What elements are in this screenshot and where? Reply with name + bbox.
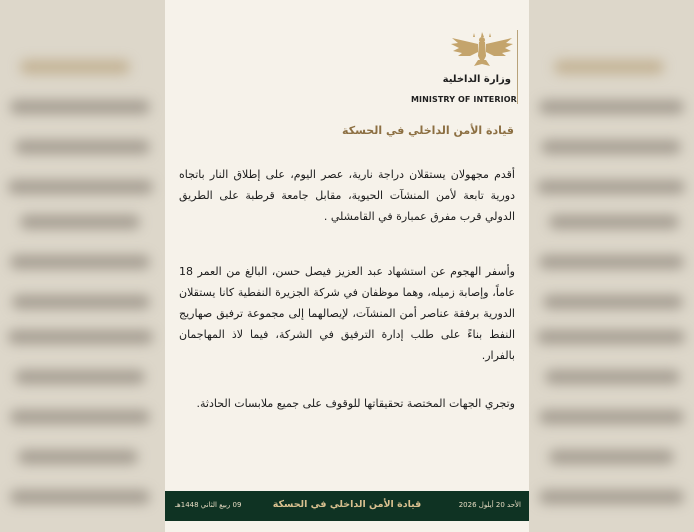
footer-date-gregorian: الأحد 20 أيلول 2026 bbox=[458, 501, 521, 509]
ministry-name-arabic: وزارة الداخلية bbox=[442, 74, 511, 85]
paragraph-1: أقدم مجهولان يستقلان دراجة نارية، عصر اليوم، على إطلاق النار باتجاه دورية تابعة لأمن المنشآت الحيوية، مقابل جامعة قرطبة على الطريق الدولي قرب مفرق عمبارة في القامشلي . bbox=[179, 168, 515, 223]
issuer-heading: قيادة الأمن الداخلي في الحسكة bbox=[342, 124, 514, 137]
paragraph-2: وأسفر الهجوم عن استشهاد عبد العزيز فيصل حسن، البالغ من العمر 18 عاماً، وإصابة زميله، وهما موظفان في شركة الجزيرة النفطية كانا يستقلان الدورية برفقة عناصر أمن المنشآت، لإيصالهما إلى مجموعة ترفيق صهاريج النفط بناءً على طلب إدارة الترفيق في الشركة، فيما لاذ المهاجمان بالفرار. bbox=[179, 265, 515, 362]
logo-divider bbox=[517, 30, 518, 104]
paragraph-3: وتجري الجهات المختصة تحقيقاتها للوقوف على جميع ملابسات الحادثة. bbox=[196, 397, 515, 410]
footer-date-hijri: 09 ربيع الثاني 1448هـ bbox=[175, 501, 242, 509]
statement-document bbox=[165, 0, 529, 532]
footer-title: قيادة الأمن الداخلي في الحسكة bbox=[272, 499, 422, 510]
eagle-emblem-icon bbox=[448, 28, 516, 68]
blurred-left-panel bbox=[0, 0, 165, 532]
footer-bar bbox=[165, 491, 529, 521]
ministry-name-english: MINISTRY OF INTERIOR bbox=[411, 95, 517, 104]
blurred-right-panel bbox=[529, 0, 694, 532]
